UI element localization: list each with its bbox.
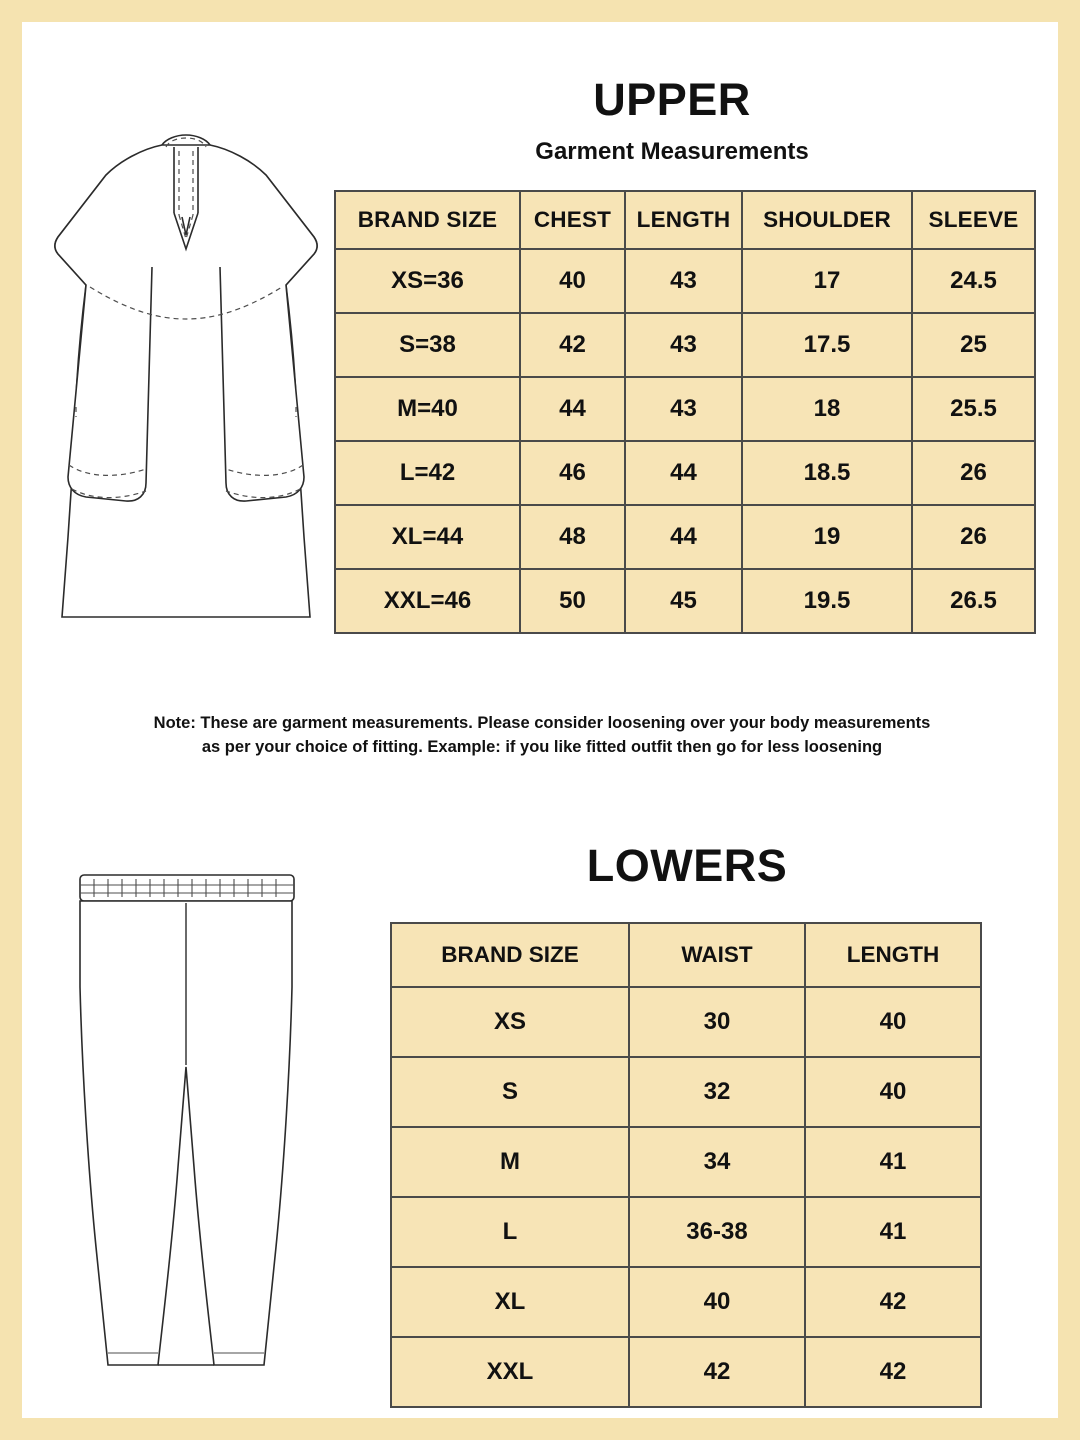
cell-chest: 46	[520, 441, 625, 505]
cell-sleeve: 24.5	[912, 249, 1035, 313]
lowers-size-table	[390, 922, 982, 1408]
table-row	[335, 569, 1035, 633]
cell-waist: 40	[629, 1267, 805, 1337]
cell-shoulder: 17	[742, 249, 912, 313]
cell-brand-size: L=42	[335, 441, 520, 505]
column-header-length: LENGTH	[805, 923, 981, 987]
cell-length: 43	[625, 377, 742, 441]
cell-sleeve: 26	[912, 441, 1035, 505]
cell-chest: 44	[520, 377, 625, 441]
upper-heading-block	[322, 74, 1022, 166]
table-header-row	[335, 191, 1035, 249]
column-header-chest: CHEST	[520, 191, 625, 249]
cell-shoulder: 17.5	[742, 313, 912, 377]
cell-shoulder: 18	[742, 377, 912, 441]
cell-sleeve: 26.5	[912, 569, 1035, 633]
cell-length: 40	[805, 1057, 981, 1127]
cell-waist: 42	[629, 1337, 805, 1407]
pyjama-illustration	[62, 867, 312, 1387]
table-row	[335, 505, 1035, 569]
table-row	[391, 987, 981, 1057]
cell-length: 40	[805, 987, 981, 1057]
cell-waist: 32	[629, 1057, 805, 1127]
cell-waist: 36-38	[629, 1197, 805, 1267]
cell-sleeve: 26	[912, 505, 1035, 569]
cell-brand-size: M	[391, 1127, 629, 1197]
table-row	[335, 249, 1035, 313]
kurta-illustration	[42, 117, 332, 647]
cell-brand-size: M=40	[335, 377, 520, 441]
cell-shoulder: 19.5	[742, 569, 912, 633]
column-header-shoulder: SHOULDER	[742, 191, 912, 249]
cell-brand-size: S	[391, 1057, 629, 1127]
table-row	[335, 377, 1035, 441]
table-row	[391, 1267, 981, 1337]
lowers-heading-block	[377, 840, 997, 892]
cell-brand-size: XL	[391, 1267, 629, 1337]
cell-length: 41	[805, 1127, 981, 1197]
size-chart-page	[22, 22, 1058, 1418]
cell-waist: 30	[629, 987, 805, 1057]
cell-length: 42	[805, 1337, 981, 1407]
table-row	[391, 1337, 981, 1407]
cell-chest: 50	[520, 569, 625, 633]
upper-subtitle: Garment Measurements	[535, 138, 809, 165]
note-line-1: Note: These are garment measurements. Please consider loosening over your body measurements	[153, 714, 931, 732]
upper-size-table	[334, 190, 1036, 634]
lowers-title: LOWERS	[586, 840, 788, 891]
cell-brand-size: XXL	[391, 1337, 629, 1407]
cell-shoulder: 19	[742, 505, 912, 569]
table-row	[391, 1127, 981, 1197]
cell-length: 43	[625, 249, 742, 313]
cell-length: 42	[805, 1267, 981, 1337]
cell-length: 45	[625, 569, 742, 633]
column-header-waist: WAIST	[629, 923, 805, 987]
cell-brand-size: XL=44	[335, 505, 520, 569]
cell-sleeve: 25	[912, 313, 1035, 377]
upper-title: UPPER	[593, 74, 751, 125]
note-line-2: as per your choice of fitting. Example: if you like fitted outfit then go for less loosening	[201, 737, 883, 756]
cell-brand-size: XS=36	[335, 249, 520, 313]
cell-chest: 40	[520, 249, 625, 313]
cell-brand-size: XS	[391, 987, 629, 1057]
cell-brand-size: S=38	[335, 313, 520, 377]
cell-brand-size: L	[391, 1197, 629, 1267]
cell-shoulder: 18.5	[742, 441, 912, 505]
upper-section	[22, 22, 1058, 762]
table-header-row	[391, 923, 981, 987]
column-header-sleeve: SLEEVE	[912, 191, 1035, 249]
table-row	[391, 1197, 981, 1267]
column-header-brand-size: BRAND SIZE	[391, 923, 629, 987]
cell-sleeve: 25.5	[912, 377, 1035, 441]
cell-length: 44	[625, 505, 742, 569]
cell-waist: 34	[629, 1127, 805, 1197]
measurement-note	[82, 712, 1002, 760]
table-row	[335, 441, 1035, 505]
column-header-length: LENGTH	[625, 191, 742, 249]
cell-length: 44	[625, 441, 742, 505]
column-header-brand-size: BRAND SIZE	[335, 191, 520, 249]
cell-chest: 48	[520, 505, 625, 569]
table-row	[335, 313, 1035, 377]
cell-length: 41	[805, 1197, 981, 1267]
cell-brand-size: XXL=46	[335, 569, 520, 633]
cell-length: 43	[625, 313, 742, 377]
table-row	[391, 1057, 981, 1127]
cell-chest: 42	[520, 313, 625, 377]
